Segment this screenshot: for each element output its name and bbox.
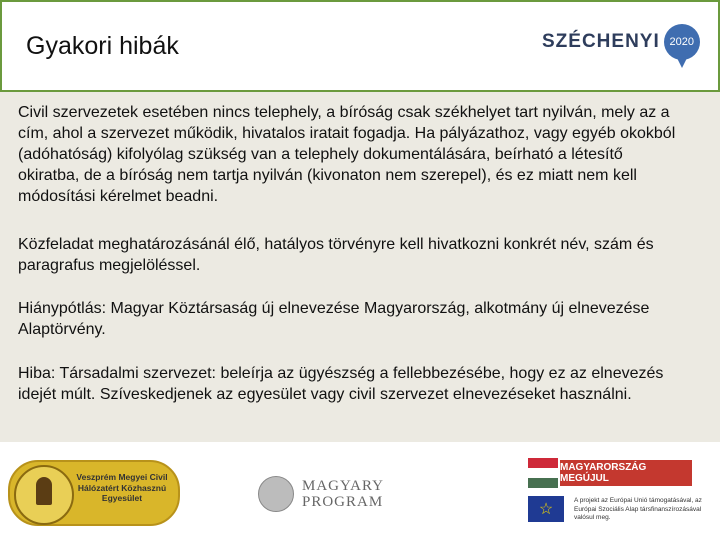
slide-footer <box>0 442 720 540</box>
slide-content <box>0 92 720 442</box>
paragraph-hianypotlas: Hiánypótlás: Magyar Köztársaság új elnevezése Magyarország, alkotmány új elnevezése Alaptörvény. <box>18 300 650 338</box>
szechenyi-2020-logo <box>542 24 700 60</box>
szechenyi-logo-text: SZÉCHENYI <box>542 31 660 52</box>
magyary-line2: PROGRAM <box>302 494 384 510</box>
pin-tip-icon <box>676 56 688 68</box>
magyary-line1: MAGYARY <box>302 478 385 494</box>
eu-flag-icon: ☆ <box>528 496 564 522</box>
magyary-program-logo <box>258 476 384 512</box>
magyary-logo-text <box>302 478 384 510</box>
hungarian-flag-icon <box>528 458 558 488</box>
veszprem-seal-icon <box>14 465 74 525</box>
paragraph-hiba: Hiba: Társadalmi szervezet: beleírja az ügyészség a fellebbezésébe, hogy ez az elnevezés idejét múlt. Szíveskedjenek az egyesület vagy civil szervezet elnevezéseket használni. <box>18 365 664 403</box>
magyarorszag-megujul-banner: MAGYARORSZÁG MEGÚJUL <box>560 460 692 486</box>
portrait-icon <box>258 476 294 512</box>
paragraph-kozfeladat: Közfeladat meghatározásánál élő, hatályos törvényre kell hivatkozni konkrét név, szám és paragrafus megjelöléssel. <box>18 236 654 274</box>
eu-funding-text: A projekt az Európai Unió támogatásával, az Európai Szociális Alap társfinanszírozásával valósul meg. <box>574 497 702 521</box>
slide-title: Gyakori hibák <box>26 32 179 60</box>
szechenyi-logo-year: 2020 <box>669 36 694 48</box>
veszprem-civil-logo <box>8 460 180 526</box>
paragraph-telephely: Civil szervezetek esetében nincs telephely, a bíróság csak székhelyet tart nyilván, mely az a cím, ahol a szervezet működik, hivatalos iratait fogadja. Ha pályázathoz, vagy egyéb okokból (adóhatóság) kifolyólag szükség van a telephely dokumentálására, beírható a létesítő okiratba, de a bíróság nem tartja nyilván (kivonaton nem szerepel), és ez miatt nem kell módosítási kérelmet beadni. <box>18 104 676 205</box>
slide-header <box>0 0 720 92</box>
szechenyi-pin-icon <box>664 24 700 60</box>
veszprem-logo-text: Veszprém Megyei Civil Hálózatért Közhasznú Egyesület <box>76 472 168 503</box>
tree-icon <box>36 477 52 505</box>
